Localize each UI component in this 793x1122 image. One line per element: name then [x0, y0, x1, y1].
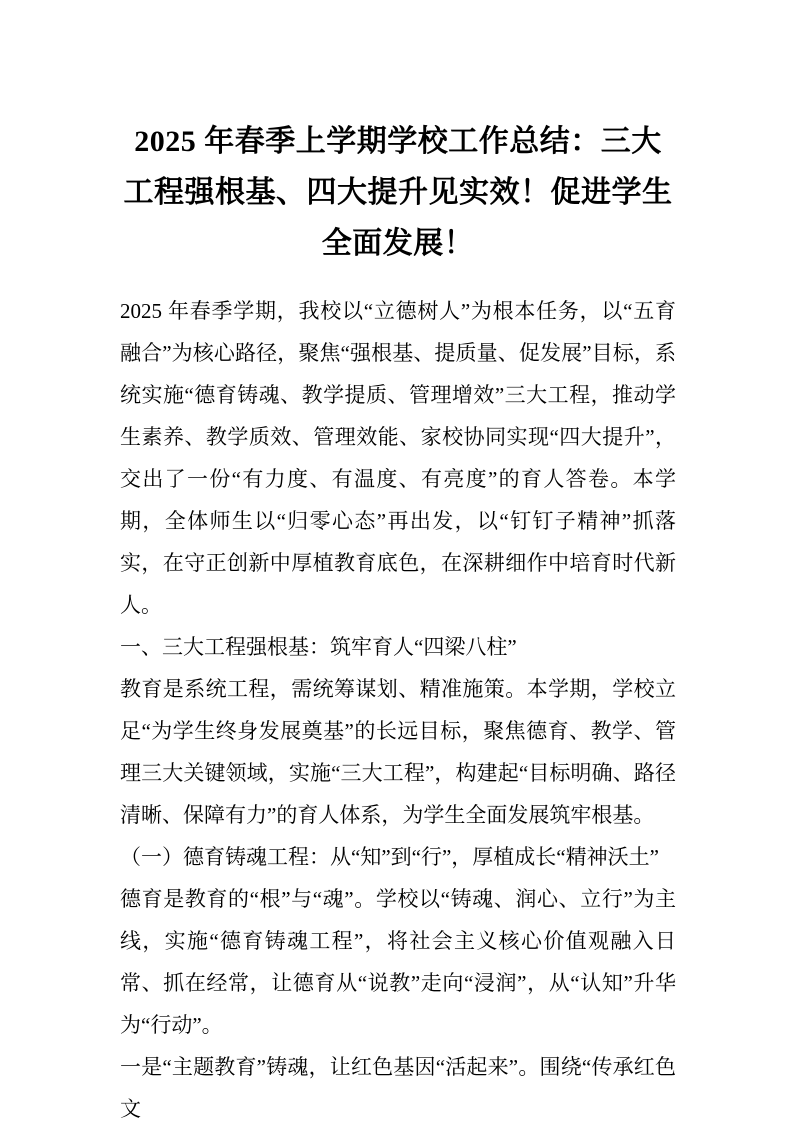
document-title: 2025 年春季上学期学校工作总结：三大工程强根基、四大提升见实效！促进学生全面发展！: [123, 125, 673, 260]
subsection-heading-moral-education: （一）德育铸魂工程：从“知”到“行”，厚植成长“精神沃土”: [120, 845, 659, 869]
document-body: [120, 290, 676, 1122]
paragraph-intro: 2025 年春季学期，我校以“立德树人”为根本任务，以“五育融合”为核心路径，聚焦“强根基、提质量、促发展”目标，系统实施“德育铸魂、教学提质、管理增效”三大工程，推动学生素养、教学质效、管理效能、家校协同实现“四大提升”，交出了一份“有力度、有温度、有亮度”的育人答卷。本学期，全体师生以“归零心态”再出发，以“钉钉子精神”抓落实，在守正创新中厚植教育底色，在深耕细作中培育时代新人。: [120, 299, 676, 617]
section-heading-three-projects: 一、三大工程强根基：筑牢育人“四梁八柱”: [120, 635, 517, 659]
paragraph-theme-education-truncated: 一是“主题教育”铸魂，让红色基因“活起来”。围绕“传承红色文: [120, 1055, 676, 1121]
paragraph-moral-education: 德育是教育的“根”与“魂”。学校以“铸魂、润心、立行”为主线，实施“德育铸魂工程”，将社会主义核心价值观融入日常、抓在经常，让德育从“说教”走向“浸润”，从“认知”升华为“行动”。: [120, 887, 676, 1037]
paragraph-section-overview: 教育是系统工程，需统筹谋划、精准施策。本学期，学校立足“为学生终身发展奠基”的长远目标，聚焦德育、教学、管理三大关键领域，实施“三大工程”，构建起“目标明确、路径清晰、保障有力”的育人体系，为学生全面发展筑牢根基。: [120, 677, 676, 827]
